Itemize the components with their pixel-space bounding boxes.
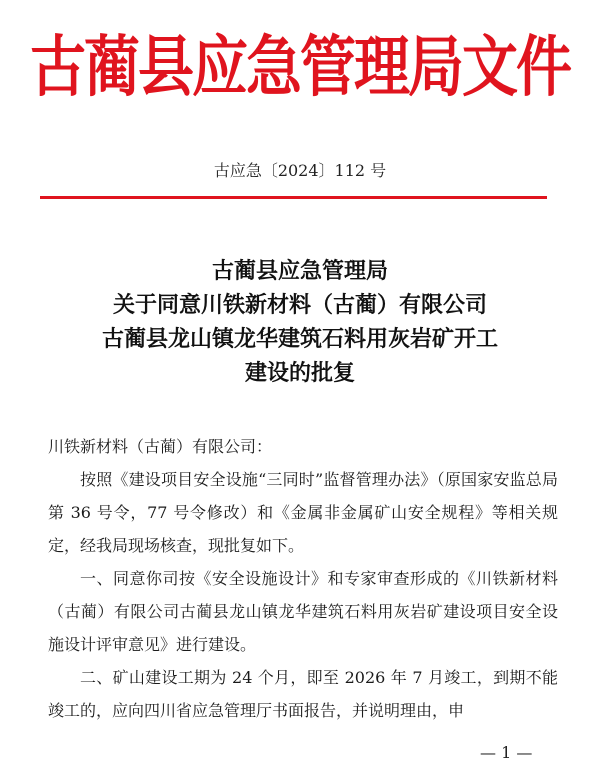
red-divider-line (40, 196, 547, 199)
addressee: 川铁新材料（古蔺）有限公司： (48, 437, 273, 456)
paragraph-item-2: 二、矿山建设工期为 24 个月，即至 2026 年 7 月竣工，到期不能竣工的，应向四川省应急管理厅书面报告，并说明理由，申 (48, 668, 558, 720)
document-body (48, 430, 558, 727)
title-line-1: 古蔺县应急管理局 (211, 259, 388, 284)
page-number: — 1 — (480, 743, 533, 762)
paragraph-item-1: 一、同意你司按《安全设施设计》和专家审查形成的《川铁新材料（古蔺）有限公司古蔺县龙山镇龙华建筑石料用灰岩矿建设项目安全设施设计评审意见》进行建设。 (48, 569, 558, 654)
title-line-2: 关于同意川铁新材料（古蔺）有限公司 (112, 293, 487, 318)
title-line-4: 建设的批复 (244, 361, 355, 386)
issuer-header: 古蔺县应急管理局文件 (30, 29, 570, 107)
title-line-3: 古蔺县龙山镇龙华建筑石料用灰岩矿开工 (101, 327, 498, 352)
document-number: 古应急〔2024〕112 号 (213, 161, 387, 180)
document-title (0, 255, 600, 391)
paragraph-intro: 按照《建设项目安全设施“三同时”监督管理办法》（原国家安监总局第 36 号令，77 号令修改）和《金属非金属矿山安全规程》等相关规定，经我局现场核查，现批复如下。 (48, 470, 558, 555)
